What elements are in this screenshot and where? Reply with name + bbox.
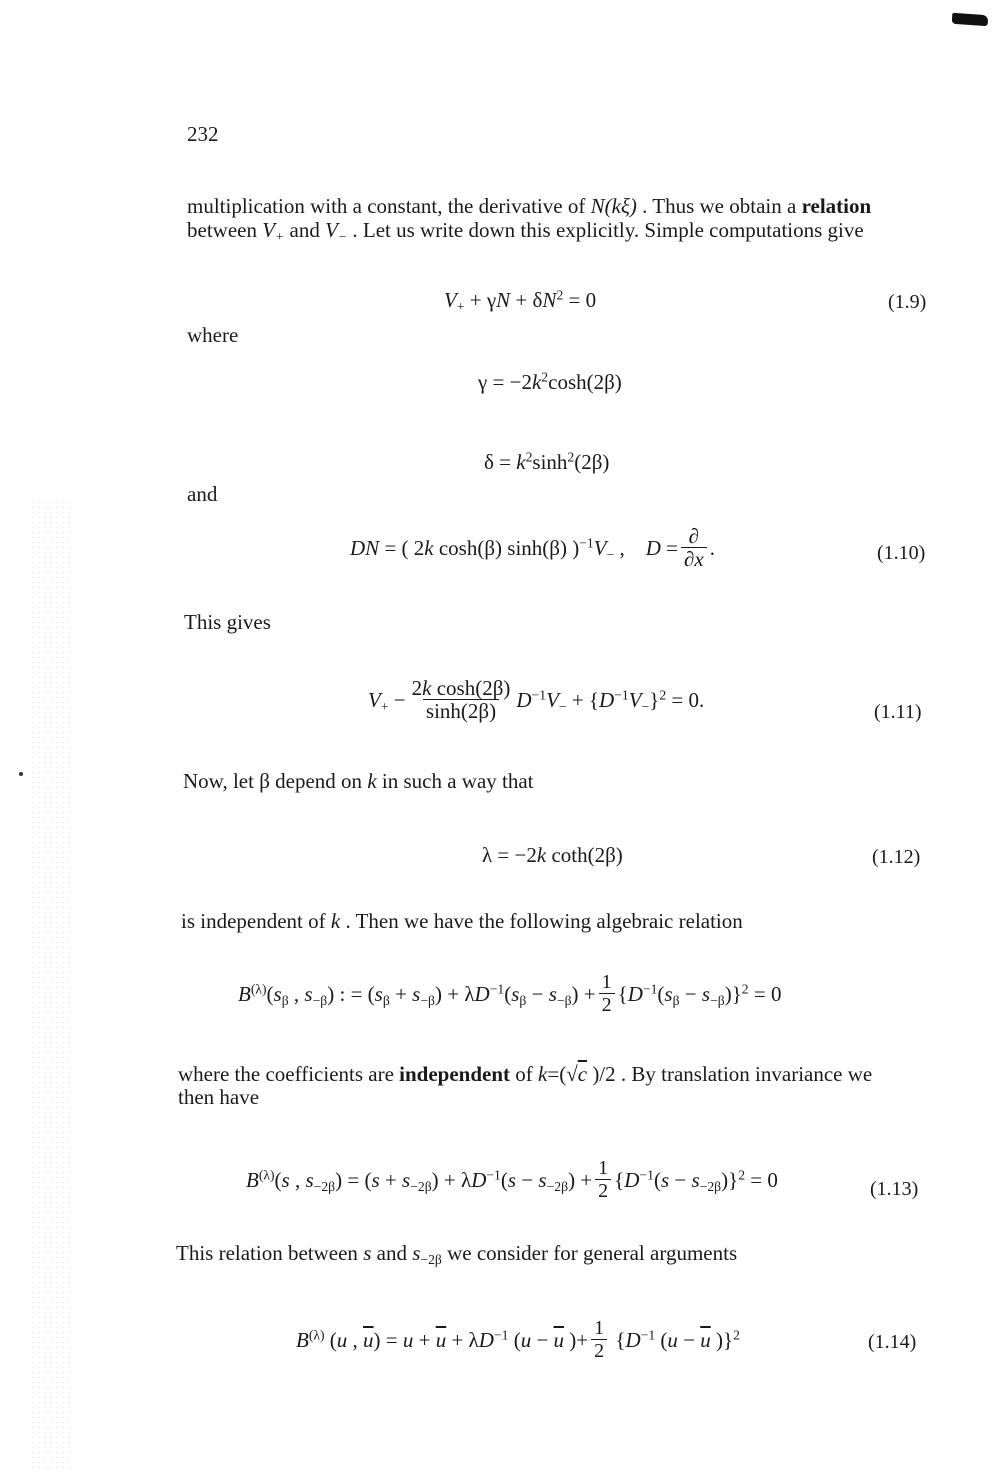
math-inline: $V_+$ [262, 218, 285, 245]
equation-number: (1.12) [872, 846, 921, 868]
text-run: and [289, 218, 320, 242]
equation-1-13: $B^{(\lambda)}(s$ , $s_{-2\beta}) = (s + s_{-2\beta}) + \lambda D^{-1}(s - s_{-2\beta})$ + $\frac{1}{2}$ $\{D^{-1}(s - s_{-2\beta})\}^2 = 0$ [246, 1157, 778, 1202]
text-run: between [187, 218, 257, 242]
text-run: . Thus we obtain a [642, 194, 797, 218]
text-run: . Let us write down this explicitly. Simple computations give [352, 218, 864, 242]
equation-number: (1.10) [877, 542, 926, 564]
equation-number: (1.13) [870, 1178, 919, 1200]
independent-line: is independent of k . Then we have the following algebraic relation [181, 909, 743, 933]
equation-1-12: λ = −2k coth(2β) [482, 843, 623, 867]
now-line: Now, let β depend on k in such a way that [183, 769, 534, 793]
equation-1-11: $V_+$ − $\frac{\text{2k cosh(2β)}}{\sinh(2\beta)}$ $D^{-1}V_- + \{D^{-1}V_-\}^2 = 0$. [368, 676, 705, 724]
equation-1-10: DN = ( 2k cosh(β) sinh(β) )$^{-1}V_-$ , D = $\frac{\partial}{\partial x}$ . [350, 524, 715, 572]
math-inline: $V_-$ [325, 218, 348, 245]
coeff-line-1: where the coefficients are independent of k=(√c )/2 . By translation invariance we [178, 1062, 873, 1086]
paragraph-line-2 [187, 217, 864, 243]
text-run: multiplication with a constant, the derivative of [187, 194, 586, 218]
word-and: and [187, 482, 218, 506]
scan-corner-mark [952, 13, 989, 26]
scan-edge-noise [30, 500, 70, 1470]
equation-delta: $\delta = k^2\sinh^2(2\beta)$ [484, 449, 610, 474]
equation-1-14: $B^{(\lambda)}$ (u , $\overline{u}) = u + \overline{u} + \lambda D^{-1}$ ($u - \overline{u}$ )+ $\frac{1}{2}$ {$D^{-1}$ ($u - \overline{u}$ )}$^2$ [296, 1317, 740, 1362]
equation-number: (1.9) [888, 291, 927, 313]
this-gives: This gives [184, 610, 271, 634]
bold-term: relation [801, 194, 872, 218]
page-number: 232 [187, 122, 219, 146]
equation-number: (1.11) [874, 701, 922, 723]
equation-number: (1.14) [868, 1331, 917, 1353]
paragraph-line-1 [187, 193, 871, 219]
relation-line: This relation between s and $s_{-2\beta}$ we consider for general arguments [176, 1241, 738, 1268]
coeff-line-2: then have [178, 1085, 260, 1109]
math-inline: N(kξ) [590, 194, 637, 218]
equation-1-9: $V_+ + \gamma N + \delta N^2 = 0$ [444, 287, 597, 315]
word-where: where [187, 323, 239, 347]
equation-relation: $B^{(\lambda)}(s_\beta$ , $s_{-\beta}$) : = $(s_\beta + s_{-\beta}) + \lambda D^{-1}(s_\beta - s_{-\beta})$ + $\frac{1}{2}$ $\{D^{-1}(s_\beta - s_{-\beta})\}^2 = 0$ [238, 971, 782, 1016]
equation-gamma: $\gamma = -2k^2\cosh(2\beta)$ [478, 369, 622, 394]
scan-speck [19, 772, 23, 776]
